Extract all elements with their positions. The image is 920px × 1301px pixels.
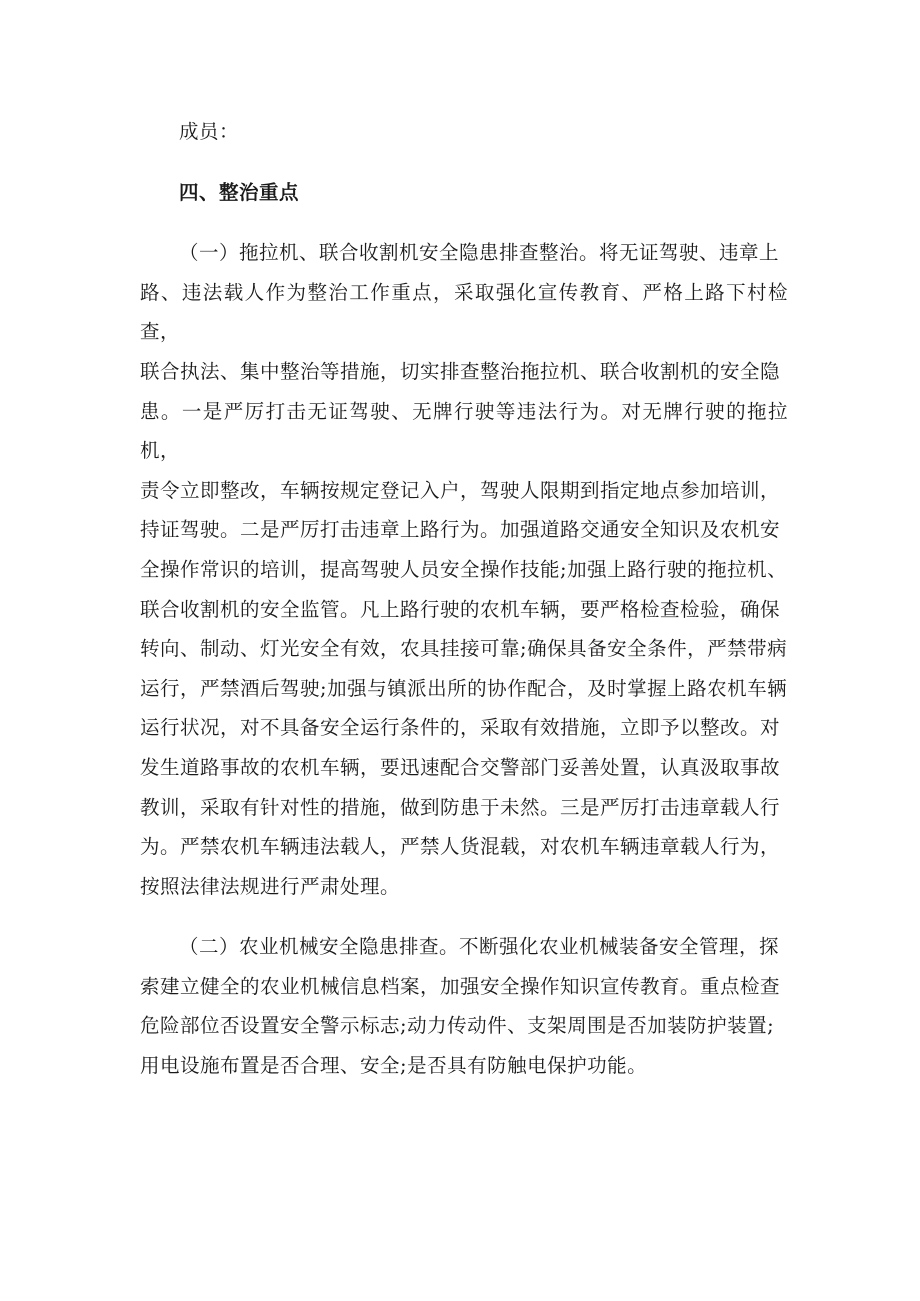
paragraph-line: 转向、制动、灯光安全有效，农具挂接可靠;确保具备安全条件，严禁带病 xyxy=(140,637,788,661)
paragraph-line: （二）农业机械安全隐患排查。不断强化农业机械装备安全管理，探 xyxy=(179,935,780,959)
paragraph-line: 索建立健全的农业机械信息档案，加强安全操作知识宣传教育。重点检查 xyxy=(140,974,781,998)
section-heading: 四、整治重点 xyxy=(179,180,300,204)
paragraph-line: 危险部位否设置安全警示标志;动力传动件、支架周围是否加装防护装置; xyxy=(140,1014,775,1038)
paragraph-line: 患。一是严厉打击无证驾驶、无牌行驶等违法行为。对无牌行驶的拖拉机， xyxy=(140,399,788,463)
paragraph-line: 教训，采取有针对性的措施，做到防患于未然。三是严厉打击违章载人行 xyxy=(140,795,781,819)
paragraph-line: （一）拖拉机、联合收割机安全隐患排查整治。将无证驾驶、违章上 xyxy=(179,241,780,265)
paragraph-line: 为。严禁农机车辆违法载人，严禁人货混载，对农机车辆违章载人行为， xyxy=(140,835,781,859)
paragraph-tractor-harvester xyxy=(140,233,788,906)
paragraph-line: 全操作常识的培训，提高驾驶人员安全操作技能;加强上路行驶的拖拉机、 xyxy=(140,557,788,581)
paragraph-line: 按照法律法规进行严肃处理。 xyxy=(140,874,401,898)
paragraph-line: 联合收割机的安全监管。凡上路行驶的农机车辆，要严格检查检验，确保 xyxy=(140,597,781,621)
paragraph-line: 责令立即整改，车辆按规定登记入户，驾驶人限期到指定地点参加培训， xyxy=(140,478,781,502)
paragraph-line: 发生道路事故的农机车辆，要迅速配合交警部门妥善处置，认真汲取事故 xyxy=(140,755,781,779)
paragraph-line: 联合执法、集中整治等措施，切实排查整治拖拉机、联合收割机的安全隐 xyxy=(140,359,781,383)
paragraph-line: 运行状况，对不具备安全运行条件的，采取有效措施，立即予以整改。对 xyxy=(140,716,781,740)
paragraph-line: 持证驾驶。二是严厉打击违章上路行为。加强道路交通安全知识及农机安 xyxy=(140,518,781,542)
paragraph-line: 用电设施布置是否合理、安全;是否具有防触电保护功能。 xyxy=(140,1054,648,1078)
document-page xyxy=(140,112,788,1086)
paragraph-line: 路、违法载人作为整治工作重点，采取强化宣传教育、严格上路下村检查， xyxy=(140,280,788,344)
paragraph-farm-machinery xyxy=(140,927,788,1085)
members-label: 成员： xyxy=(179,120,240,143)
paragraph-line: 运行，严禁酒后驾驶;加强与镇派出所的协作配合，及时掌握上路农机车辆 xyxy=(140,676,788,700)
